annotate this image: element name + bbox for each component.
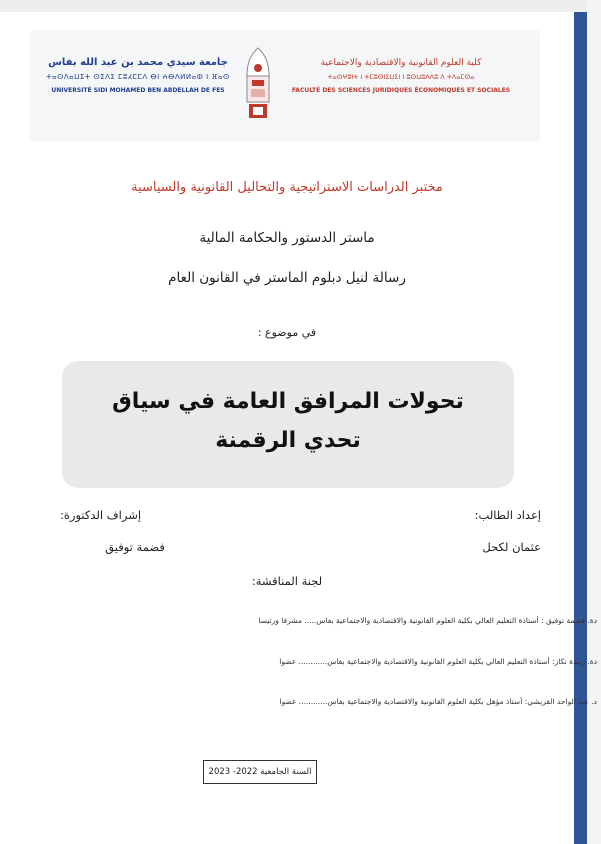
thesis-title-line-1: تحولات المرافق العامة في سياق <box>112 389 464 414</box>
faculty-name-arabic: كلية العلوم القانونية والاقتصادية والاجتماعية <box>320 58 482 68</box>
academic-year-box: السنة الجامعية 2022- 2023 <box>203 760 317 784</box>
prepared-by-label: إعداد الطالب: <box>474 508 541 522</box>
right-margin <box>587 0 601 844</box>
committee-member-3: د. عبد الواحد القريشي: أستاذ مؤهل بكلية العلوم القانونية والاقتصادية والاجتماعية بفاس............ عضوا <box>279 697 597 706</box>
committee-member-2: دة. زبيدة نكاز: أستاذة التعليم العالي بكلية العلوم القانونية والاقتصادية والاجتماعية بفاس............ عضوا <box>279 657 597 666</box>
student-name: عثمان لكحل <box>482 540 541 554</box>
master-program: ماستر الدستور والحكامة المالية <box>199 230 375 246</box>
supervisor-name: فضمة توفيق <box>105 540 165 554</box>
university-name-arabic: جامعة سيدي محمد بن عبد الله بفاس <box>48 57 228 68</box>
subject-label: في موضوع : <box>257 326 317 339</box>
university-name-amazigh: ⵜⴰⵙⴷⴰⵡⵉⵜ ⵙⵉⴷⵉ ⵎⵓⵃⵎⵎⴷ ⴱⵏ ⵄⴱⴷⵍⵍⴰⵀ ⵏ ⴼⴰⵙ <box>46 73 230 81</box>
laboratory-name: مختبر الدراسات الاستراتيجية والتحاليل القانونية والسياسية <box>131 180 443 195</box>
committee-label: لجنة المناقشة: <box>251 574 323 588</box>
thesis-title-line-2: تحدي الرقمنة <box>215 428 361 453</box>
thesis-title-box <box>62 361 514 488</box>
faculty-name-block <box>282 56 520 98</box>
faculty-name-amazigh: ⵜⴰⵙⵖⵓⵏⵜ ⵏ ⵜⵎⵓⵙⵏⵉⵡⵉⵏ ⵏ ⵓⵙⵡⵓⴷⴷⵓ ⴷ ⵜⴷⴰⵎⵙⴰ <box>327 73 475 81</box>
page-side-bar <box>574 12 587 844</box>
committee-member-1: دة. فضمة توفيق : أستاذة التعليم العالي بكلية العلوم القانونية والاقتصادية والاجتماعية بفاس..... مشرفا ورئيسا <box>258 616 597 625</box>
faculty-name-french: FACULTÉ DES SCIENCES JURIDIQUES ÉCONOMIQUES ET SOCIALES <box>291 87 511 94</box>
university-emblem-icon <box>243 46 273 124</box>
thesis-purpose: رسالة لنيل دبلوم الماستر في القانون العام <box>168 270 406 286</box>
university-name-block <box>38 56 238 98</box>
supervision-label: إشراف الدكتورة: <box>60 508 142 522</box>
university-name-french: UNIVERSITÉ SIDI MOHAMED BEN ABDELLAH DE FES <box>51 87 225 94</box>
